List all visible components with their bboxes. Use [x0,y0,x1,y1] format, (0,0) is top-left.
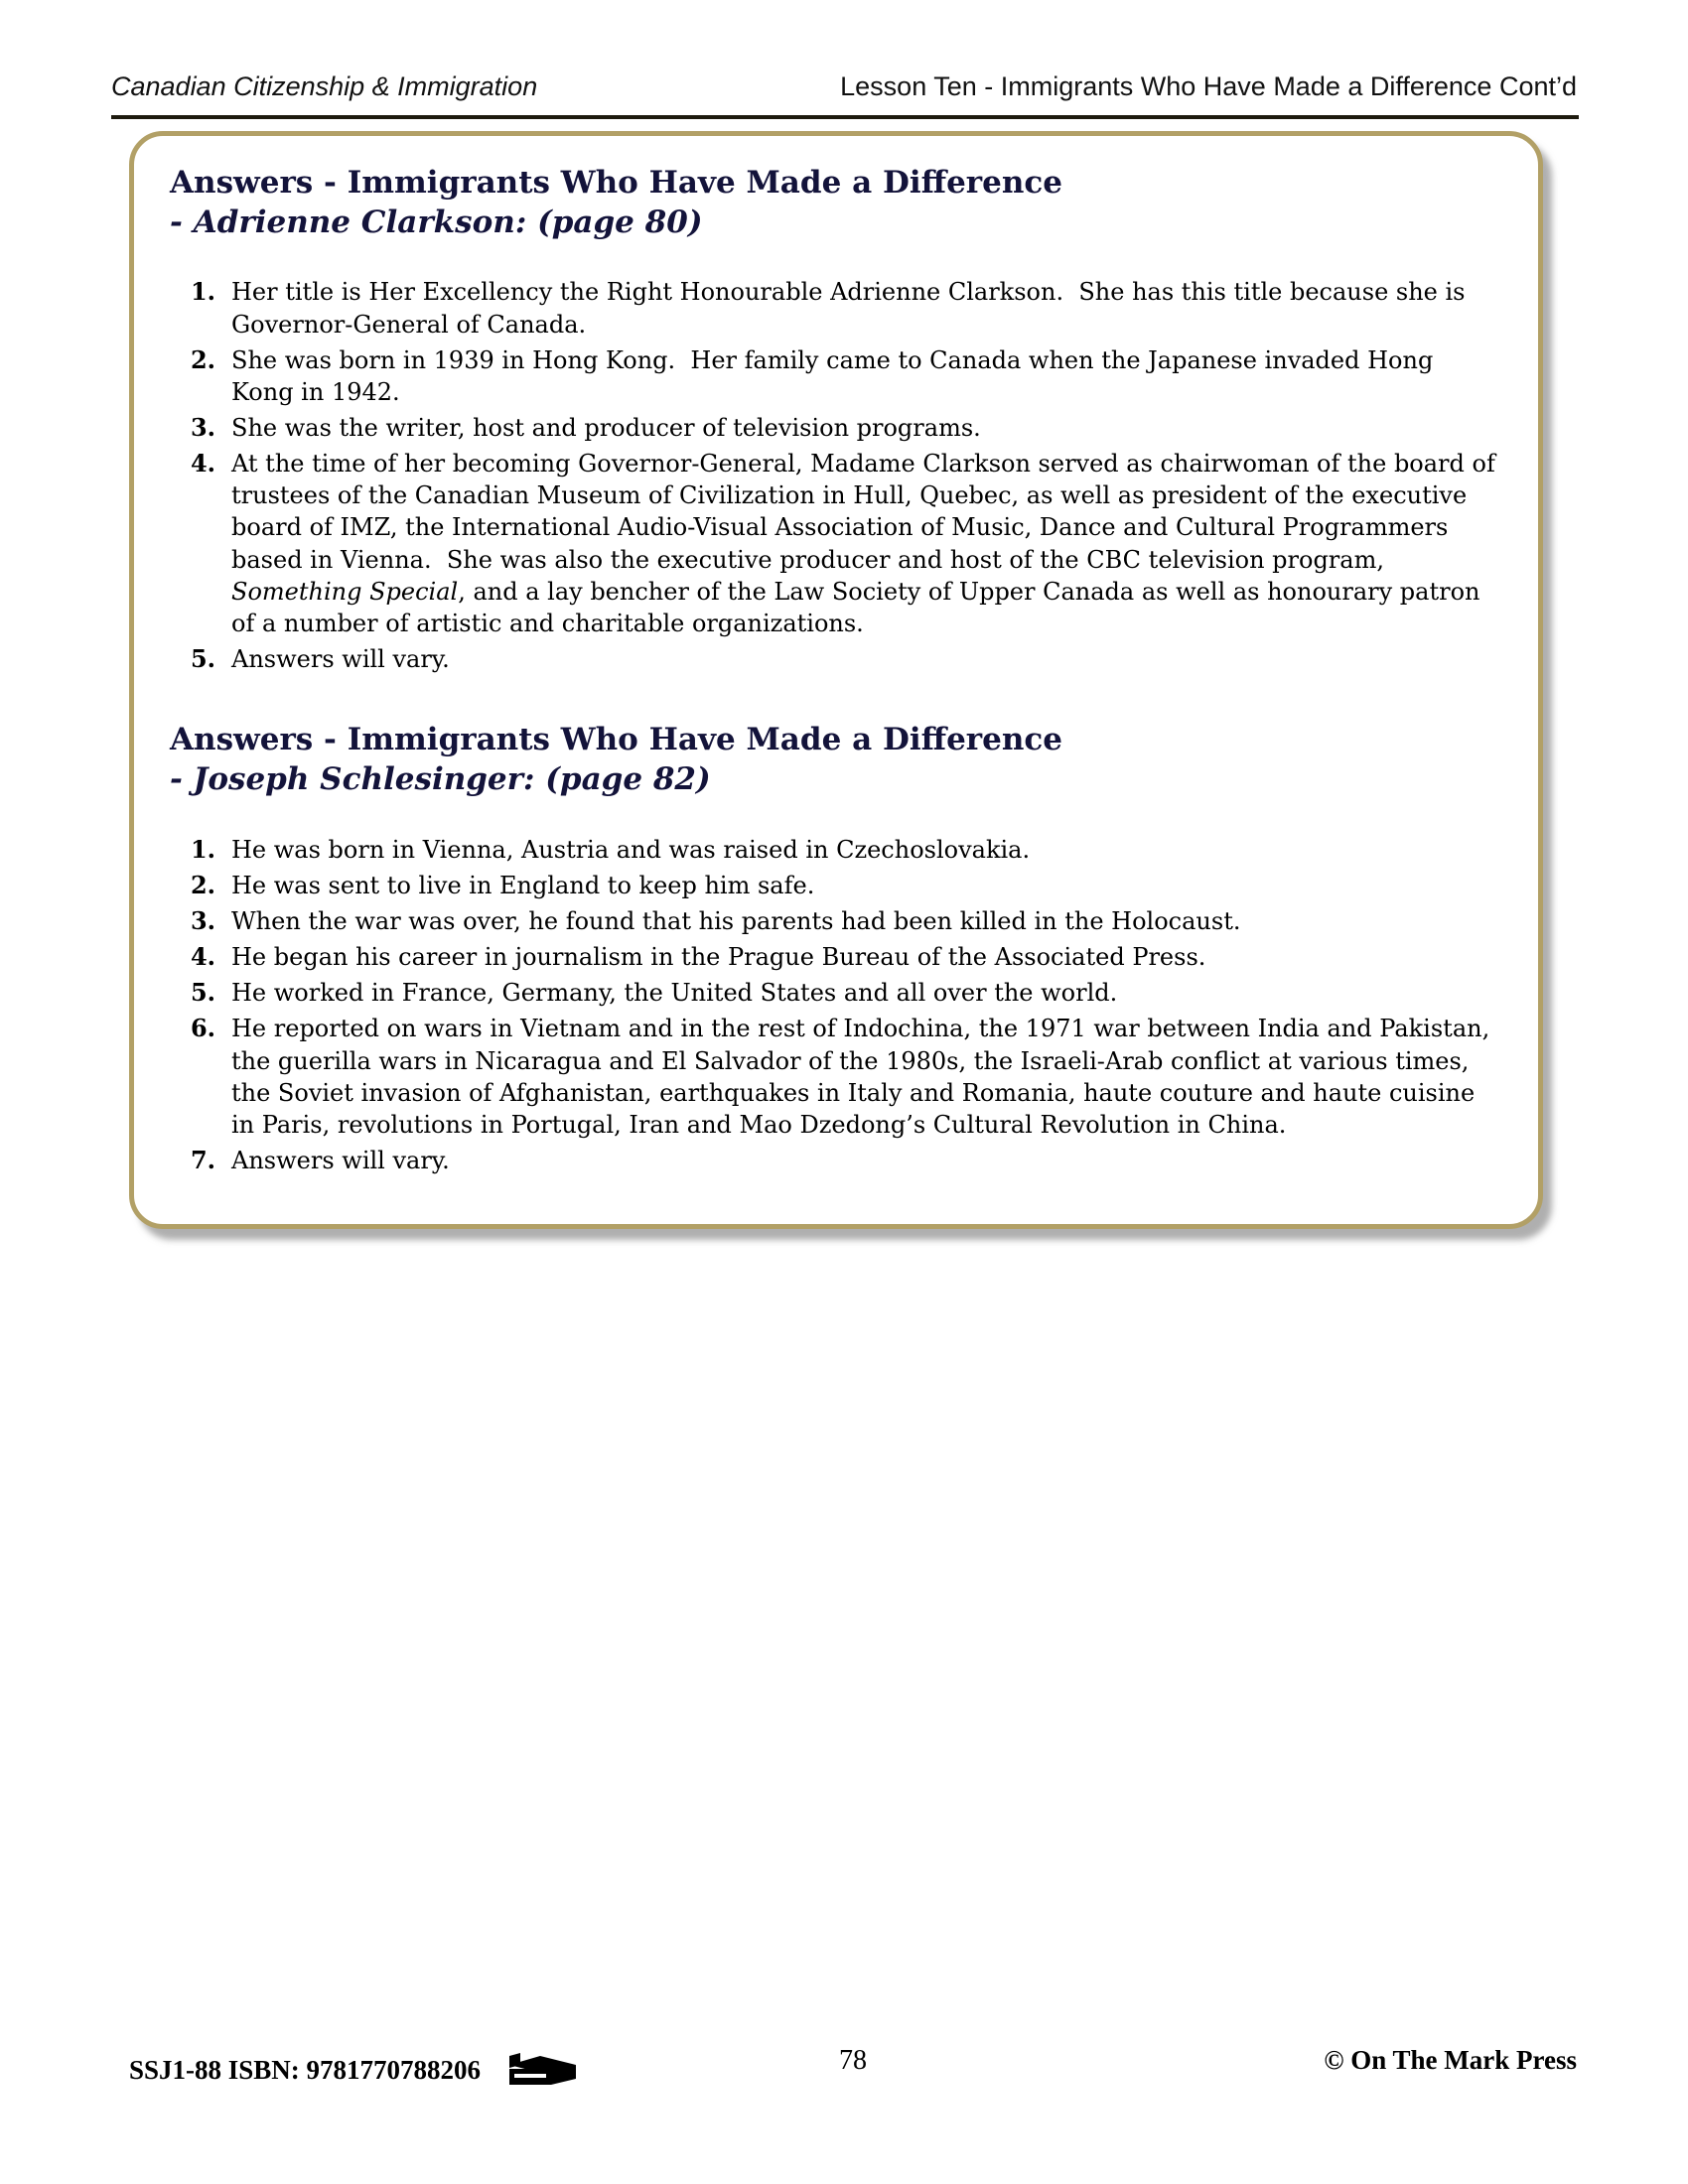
answer-item [170,905,1498,937]
item-text: He was sent to live in England to keep him safe. [231,871,815,899]
answer-item [170,643,1498,675]
item-number: 2. [190,344,215,374]
answer-item [170,941,1498,973]
answers-box [129,131,1543,1229]
item-text: He was born in Vienna, Austria and was raised in Czechoslovakia. [231,835,1031,864]
page-footer [129,2037,1577,2107]
answer-list [170,276,1503,675]
section-adrienne-clarkson [170,164,1503,675]
answer-item [170,870,1498,901]
section-joseph-schlesinger [170,721,1498,1176]
answer-item [170,448,1503,639]
item-number: 4. [190,449,215,478]
answer-item [170,412,1498,444]
copyright: © On The Mark Press [1324,2045,1577,2075]
item-number: 1. [190,834,215,864]
item-text: At the time of her becoming Governor-General, Madame Clarkson served as chairwoman of the board of trustees of the Canadian Museum of Civilization in Hull, Quebec, as well as president of the executive board of IMZ, the International Audio-Visual Association of Music, Dance and Cultural Programmers based in Vienna. She was also the executive producer and host of the CBC television program, Something Special, and a lay bencher of the Law Society of Upper Canada as well as honourary patron of a number of artistic and charitable organizations. [231,450,1503,637]
footer-isbn: SSJ1-88 ISBN: 9781770788206 [129,2054,482,2085]
item-number: 7. [190,1145,215,1174]
header-lesson-title: Lesson Ten - Immigrants Who Have Made a Difference Cont’d [840,71,1577,101]
item-number: 3. [190,412,215,442]
item-text: Answers will vary. [231,645,450,674]
item-number: 5. [190,644,215,674]
item-text: She was the writer, host and producer of television programs. [231,413,981,442]
item-text: He reported on wars in Vietnam and in the rest of Indochina, the 1971 war between India and Pakistan, the guerilla wars in Nicaragua and El Salvador of the 1980s, the Israeli-Arab conflict at various times, the Soviet invasion of Afghanistan, earthquakes in Italy and Romania, haute couture and haute cuisine in Paris, revolutions in Portugal, Iran and Mao Dzedong’s Cultural Revolution in China. [231,1015,1497,1139]
page-header [111,71,1577,102]
header-rule [111,115,1579,119]
answer-item [170,1145,1498,1176]
item-text: When the war was over, he found that his parents had been killed in the Holocaust. [231,906,1241,935]
item-text: She was born in 1939 in Hong Kong. Her family came to Canada when the Japanese invaded Hong Kong in 1942. [231,345,1441,406]
section-title: Answers - Immigrants Who Have Made a Difference [170,165,1062,201]
answer-item [170,1013,1498,1141]
page-number: 78 [839,2045,867,2076]
section-subtitle: - Adrienne Clarkson: (page 80) [170,204,703,240]
item-text: He began his career in journalism in the Prague Bureau of the Associated Press. [231,943,1206,972]
section-subtitle: - Joseph Schlesinger: (page 82) [170,760,711,797]
item-number: 3. [190,905,215,935]
item-number: 6. [190,1014,215,1043]
section-title: Answers - Immigrants Who Have Made a Difference [170,722,1062,758]
item-number: 1. [190,277,215,307]
item-number: 4. [190,942,215,972]
item-number: 5. [190,978,215,1008]
answer-item [170,977,1498,1009]
answer-list [170,834,1498,1177]
item-text: Answers will vary. [231,1146,450,1174]
item-text: Her title is Her Excellency the Right Honourable Adrienne Clarkson. She has this title because she is Governor-General of Canada. [231,278,1474,339]
item-text: He worked in France, Germany, the United States and all over the world. [231,979,1118,1008]
answer-item [170,276,1498,340]
answer-item [170,834,1498,866]
answer-item [170,344,1498,408]
item-number: 2. [190,870,215,899]
header-book-title: Canadian Citizenship & Immigration [111,71,538,101]
